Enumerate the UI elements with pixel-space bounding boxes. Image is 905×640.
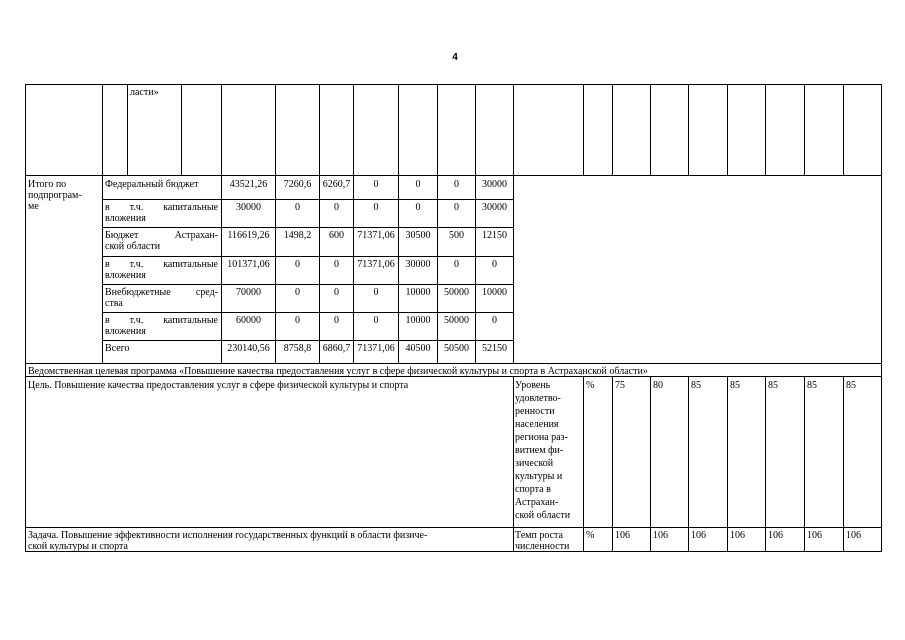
value-cell: 10000 [405, 287, 431, 298]
value-cell: 116619,26 [227, 230, 270, 241]
col-divider [843, 84, 844, 176]
col-divider [102, 84, 103, 364]
value-cell: 71371,06 [357, 343, 395, 354]
goal-indicator-line: ренности [515, 406, 555, 417]
row-divider [25, 363, 882, 364]
col-divider [804, 376, 805, 552]
goal-value-cell: 85 [846, 380, 856, 391]
funding-source-label: Бюджет Астрахан- [105, 230, 218, 241]
col-divider [765, 376, 766, 552]
task-value-cell: 106 [615, 530, 630, 541]
table-border-top [25, 84, 882, 85]
subprogram-total-label: ме [28, 201, 39, 212]
goal-indicator-line: населения [515, 419, 559, 430]
task-value-cell: 106 [653, 530, 668, 541]
subprogram-total-label: Итого по [28, 179, 67, 190]
row-divider [102, 199, 513, 200]
funding-source-label: Всего [105, 343, 130, 354]
value-cell: 30000 [236, 202, 261, 213]
goal-indicator-line: ской области [515, 510, 571, 521]
col-divider [804, 84, 805, 176]
goal-text: Цель. Повышение качества предоставления услуг в сфере физической культуры и спорта [28, 380, 409, 391]
goal-indicator-line: удовлетво- [515, 393, 561, 404]
goal-indicator-line: региона раз- [515, 432, 568, 443]
goal-value-cell: 75 [615, 380, 625, 391]
value-cell: 12150 [482, 230, 507, 241]
task-unit: % [586, 530, 595, 541]
value-cell: 30500 [405, 230, 431, 241]
task-indicator: численности [515, 541, 570, 552]
task-text: ской культуры и спорта [28, 541, 128, 552]
value-cell: 0 [415, 202, 421, 213]
goal-unit: % [586, 380, 595, 391]
row-divider [102, 227, 513, 228]
value-cell: 30000 [482, 202, 507, 213]
value-cell: 0 [295, 315, 300, 326]
goal-value-cell: 85 [807, 380, 817, 391]
program-header: Ведомственная целевая программа «Повышение качества предоставления услуг в сфере физической культуры и спорта в Астраханской области» [28, 366, 648, 377]
value-cell: 0 [373, 315, 379, 326]
value-cell: 0 [454, 259, 459, 270]
funding-source-label: Внебюджетные сред- [105, 287, 218, 298]
col-divider [612, 376, 613, 552]
col-divider [583, 84, 584, 176]
value-cell: 0 [373, 287, 379, 298]
task-value-cell: 106 [730, 530, 745, 541]
value-cell: 50500 [444, 343, 469, 354]
value-cell: 52150 [482, 343, 507, 354]
row-divider [25, 175, 882, 176]
value-cell: 0 [492, 259, 497, 270]
value-cell: 6260,7 [322, 179, 351, 190]
task-text: Задача. Повышение эффективности исполнения государственных функций в области физиче- [28, 530, 428, 541]
goal-indicator-line: Уровень [515, 380, 551, 391]
value-cell: 0 [295, 202, 300, 213]
col-divider [688, 84, 689, 176]
value-cell: 230140,56 [227, 343, 270, 354]
row-divider [102, 284, 513, 285]
col-divider [513, 376, 514, 552]
value-cell: 0 [373, 202, 379, 213]
col-divider [181, 84, 182, 176]
goal-indicator-line: спорта в [515, 484, 551, 495]
value-cell: 600 [329, 230, 344, 241]
value-cell: 0 [295, 287, 300, 298]
col-divider [765, 84, 766, 176]
goal-value-cell: 85 [730, 380, 740, 391]
value-cell: 10000 [482, 287, 507, 298]
page-number: 4 [452, 52, 458, 63]
funding-source-label: в т.ч. капитальные [105, 202, 218, 213]
funding-source-label: вложения [105, 326, 146, 337]
col-divider [612, 84, 613, 176]
value-cell: 30000 [405, 259, 431, 270]
row-divider [25, 527, 882, 528]
funding-source-label: вложения [105, 270, 146, 281]
goal-indicator-line: Астрахан- [515, 497, 559, 508]
funding-source-label: ства [105, 298, 123, 309]
value-cell: 50000 [444, 315, 469, 326]
goal-value-cell: 85 [768, 380, 778, 391]
funding-source-label: Федеральный бюджет [105, 179, 199, 190]
col-divider [688, 376, 689, 552]
task-indicator: Темп роста [515, 530, 563, 541]
goal-indicator-line: витием фи- [515, 445, 564, 456]
value-cell: 71371,06 [357, 259, 395, 270]
value-cell: 10000 [405, 315, 431, 326]
funding-source-label: вложения [105, 213, 146, 224]
col-divider [843, 376, 844, 552]
funding-source-label: ской области [105, 241, 161, 252]
value-cell: 50000 [444, 287, 469, 298]
col-divider [650, 84, 651, 176]
value-cell: 60000 [236, 315, 261, 326]
goal-indicator-line: культуры и [515, 471, 563, 482]
value-cell: 0 [334, 315, 339, 326]
task-value-cell: 106 [807, 530, 822, 541]
value-cell: 40500 [405, 343, 431, 354]
col-divider [650, 376, 651, 552]
continued-cell-text: ласти» [130, 87, 159, 98]
funding-source-label: в т.ч. капитальные [105, 315, 218, 326]
value-cell: 0 [334, 287, 339, 298]
task-value-cell: 106 [768, 530, 783, 541]
value-cell: 8758,8 [283, 343, 312, 354]
value-cell: 0 [492, 315, 497, 326]
value-cell: 43521,26 [229, 179, 268, 190]
col-divider [727, 376, 728, 552]
table-border-bottom [25, 551, 882, 552]
row-divider [102, 340, 513, 341]
value-cell: 70000 [236, 287, 261, 298]
value-cell: 0 [334, 202, 339, 213]
goal-indicator-line: зической [515, 458, 554, 469]
value-cell: 0 [454, 179, 459, 190]
row-divider [102, 312, 513, 313]
value-cell: 0 [373, 179, 379, 190]
goal-value-cell: 85 [691, 380, 701, 391]
value-cell: 101371,06 [227, 259, 270, 270]
value-cell: 500 [449, 230, 464, 241]
task-value-cell: 106 [691, 530, 706, 541]
table-border-right [881, 84, 882, 552]
value-cell: 30000 [482, 179, 507, 190]
col-divider [727, 84, 728, 176]
value-cell: 0 [334, 259, 339, 270]
value-cell: 0 [454, 202, 459, 213]
col-divider [583, 376, 584, 552]
value-cell: 7260,6 [283, 179, 312, 190]
value-cell: 6860,7 [322, 343, 351, 354]
col-divider [127, 84, 128, 176]
value-cell: 0 [415, 179, 421, 190]
row-divider [102, 256, 513, 257]
task-value-cell: 106 [846, 530, 861, 541]
table-border-left [25, 84, 26, 552]
value-cell: 1498,2 [283, 230, 312, 241]
value-cell: 71371,06 [357, 230, 395, 241]
value-cell: 0 [295, 259, 300, 270]
funding-source-label: в т.ч. капитальные [105, 259, 218, 270]
goal-value-cell: 80 [653, 380, 663, 391]
col-divider [513, 84, 514, 364]
subprogram-total-label: подпрограм- [28, 190, 82, 201]
